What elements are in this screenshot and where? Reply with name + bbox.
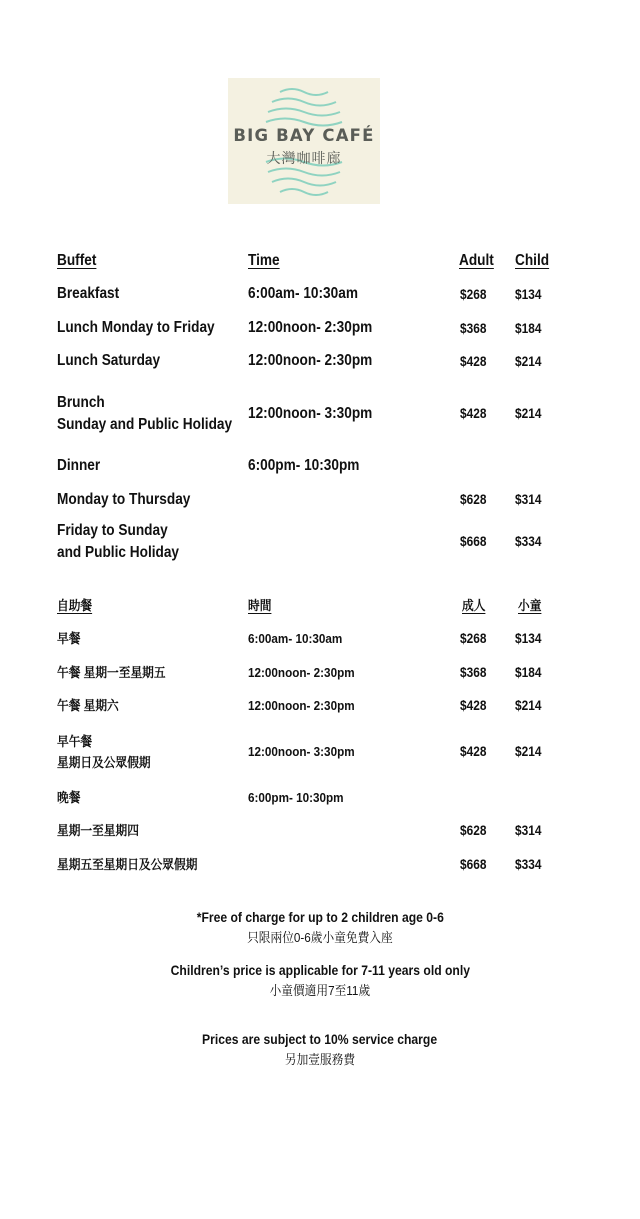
row-item-line2: 星期日及公眾假期: [57, 755, 151, 770]
header-buffet-zh: 自助餐: [57, 598, 93, 613]
row-item: Monday to Thursday: [57, 491, 191, 508]
row-item: Lunch Saturday: [57, 352, 161, 369]
header-buffet: Buffet: [57, 252, 97, 269]
row-adult-price: $268: [460, 287, 487, 302]
row-child-price: $214: [515, 744, 542, 759]
header-time-zh: 時間: [248, 598, 272, 613]
row-child-price: $134: [515, 287, 542, 302]
note-service-charge: Prices are subject to 10% service charge: [202, 1032, 438, 1047]
row-time: 12:00noon- 3:30pm: [248, 744, 355, 759]
logo-name-en: BIG BAY CAFÉ: [233, 126, 375, 145]
row-item: 晚餐: [57, 790, 81, 805]
row-adult-price: $668: [460, 534, 487, 549]
header-time: Time: [248, 252, 280, 269]
row-adult-price: $268: [460, 631, 487, 646]
row-item: Lunch Monday to Friday: [57, 319, 215, 336]
row-time: 12:00noon- 2:30pm: [248, 665, 355, 680]
header-adult: Adult: [459, 252, 494, 269]
row-time: 12:00noon- 2:30pm: [248, 319, 373, 336]
row-adult-price: $668: [460, 857, 487, 872]
row-item: 早午餐: [57, 734, 93, 749]
row-item: 午餐 星期一至星期五: [57, 665, 166, 680]
row-adult-price: $428: [460, 744, 487, 759]
note-free-children-zh: 只限兩位0-6歲小童免費入座: [247, 930, 393, 945]
row-time: 6:00pm- 10:30pm: [248, 790, 344, 805]
row-time: 6:00pm- 10:30pm: [248, 457, 360, 474]
header-child: Child: [515, 252, 550, 269]
row-item: Friday to Sunday: [57, 522, 168, 539]
row-item: Brunch: [57, 394, 105, 411]
row-child-price: $314: [515, 492, 542, 507]
row-item-line2: and Public Holiday: [57, 544, 180, 561]
row-item-line2: Sunday and Public Holiday: [57, 416, 233, 433]
row-item: Dinner: [57, 457, 101, 474]
row-adult-price: $368: [460, 321, 487, 336]
row-child-price: $214: [515, 406, 542, 421]
row-time: 12:00noon- 2:30pm: [248, 698, 355, 713]
row-child-price: $184: [515, 665, 542, 680]
row-adult-price: $428: [460, 406, 487, 421]
row-item: 星期五至星期日及公眾假期: [57, 857, 198, 872]
row-adult-price: $428: [460, 698, 487, 713]
row-item: 早餐: [57, 631, 81, 646]
row-item: Breakfast: [57, 285, 120, 302]
row-item: 星期一至星期四: [57, 823, 139, 838]
row-item: 午餐 星期六: [57, 698, 119, 713]
note-service-charge-zh: 另加壹服務費: [284, 1052, 356, 1067]
note-children-price: Children’s price is applicable for 7-11 years old only: [170, 963, 470, 978]
logo-name-zh: 大灣咖啡廊: [266, 151, 342, 167]
row-adult-price: $628: [460, 823, 487, 838]
row-child-price: $214: [515, 698, 542, 713]
row-adult-price: $628: [460, 492, 487, 507]
row-child-price: $334: [515, 534, 542, 549]
row-time: 6:00am- 10:30am: [248, 631, 343, 646]
logo: [228, 78, 380, 204]
note-free-children: *Free of charge for up to 2 children age 0-6: [196, 910, 444, 925]
row-time: 12:00noon- 3:30pm: [248, 405, 373, 422]
row-child-price: $184: [515, 321, 542, 336]
row-adult-price: $428: [460, 354, 487, 369]
row-time: 12:00noon- 2:30pm: [248, 352, 373, 369]
note-children-price-zh: 小童價適用7至11歲: [269, 983, 371, 998]
row-child-price: $314: [515, 823, 542, 838]
row-child-price: $134: [515, 631, 542, 646]
row-time: 6:00am- 10:30am: [248, 285, 358, 302]
row-child-price: $334: [515, 857, 542, 872]
header-child-zh: 小童: [518, 598, 542, 613]
header-adult-zh: 成人: [462, 598, 486, 613]
row-child-price: $214: [515, 354, 542, 369]
row-adult-price: $368: [460, 665, 487, 680]
